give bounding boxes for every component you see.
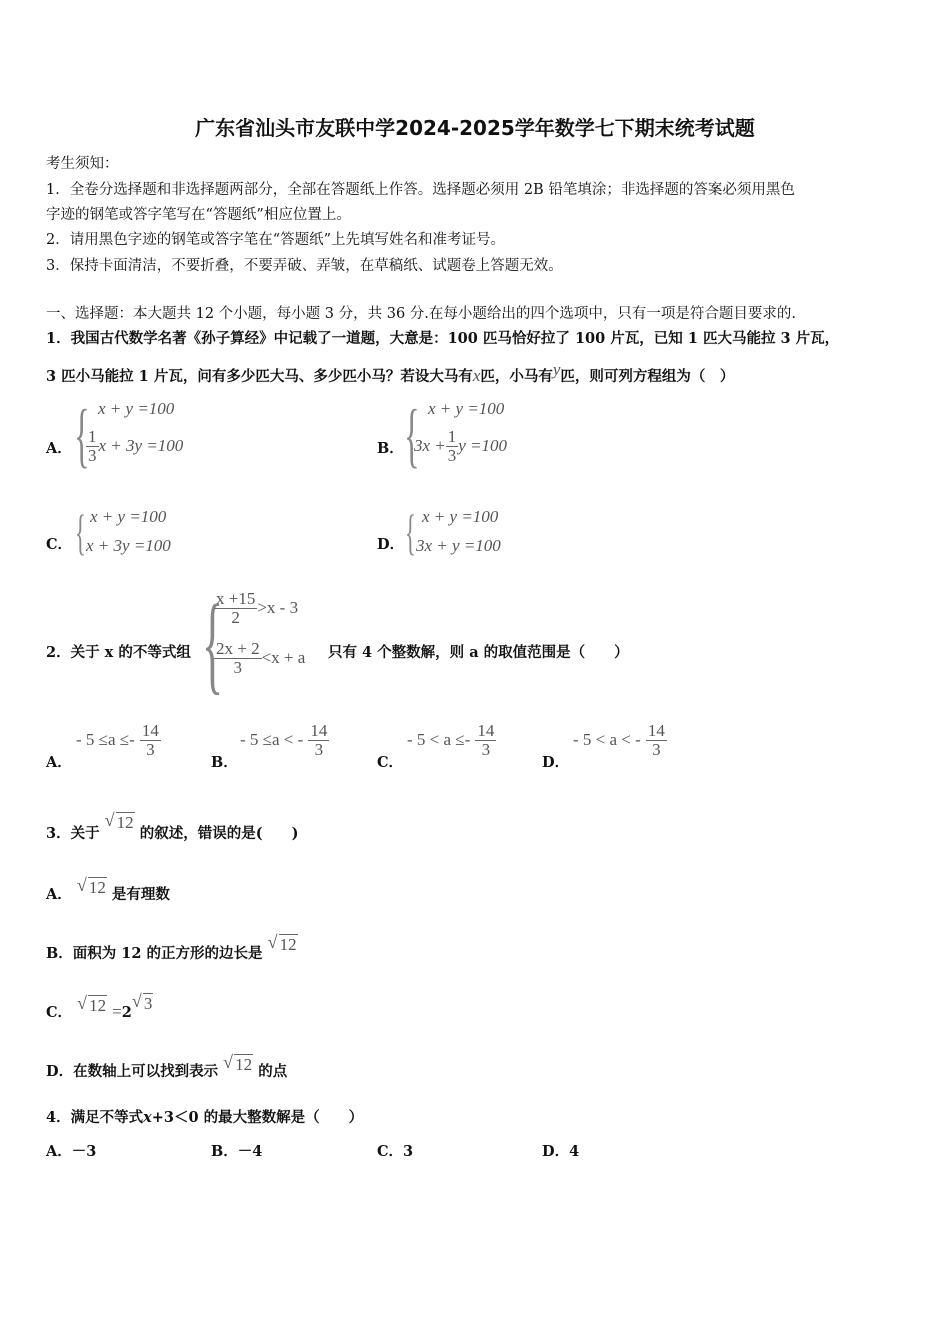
q2-a-expr: - 5 ≤a ≤- $\frac{14}{3}$ — [76, 721, 159, 759]
q1-b-eq2: 3x + $\frac{1}{3}$ y =100 — [414, 427, 508, 465]
q2-option-a-label[interactable]: A． — [46, 754, 72, 771]
q1-stem-line1: 1．我国古代数学名著《孙子算经》中记载了一道题，大意是：100 匹马恰好拉了 100 片瓦，已知 1 匹大马能拉 3 片瓦， — [46, 330, 840, 347]
brace-icon: { — [405, 504, 416, 560]
brace-icon: { — [202, 582, 224, 704]
q2-stem-prefix: 2．关于 x 的不等式组 — [46, 644, 191, 661]
brace-icon: { — [74, 395, 90, 475]
notice-line-1a: 1．全卷分选择题和非选择题两部分，全部在答题纸上作答。选择题必须用 2B 铅笔填涂；非选择题的答案必须用黑色 — [46, 182, 795, 198]
q1-option-c-label[interactable]: C． — [46, 536, 73, 553]
q2-b-expr: - 5 ≤a < - $\frac{14}{3}$ — [240, 721, 328, 759]
var-x: x — [472, 366, 481, 385]
q4-option-a[interactable]: A．－3 — [46, 1143, 97, 1160]
q2-inequality-1: $\frac{x +15}{2}$ >x - 3 — [216, 589, 299, 627]
q2-option-c-label[interactable]: C． — [377, 754, 404, 771]
notice-line-3: 3．保持卡面清洁，不要折叠，不要弄破、弄皱，在草稿纸、试题卷上答题无效。 — [46, 258, 563, 274]
sqrt-3: √ 3 — [131, 991, 153, 1013]
notice-heading: 考生须知： — [46, 156, 119, 172]
q1-option-b-label[interactable]: B． — [377, 440, 404, 457]
section-heading: 一、选择题：本大题共 12 个小题，每小题 3 分，共 36 分.在每小题给出的四个选项中，只有一项是符合题目要求的. — [46, 306, 796, 322]
sqrt-12: √ 12 — [76, 875, 106, 897]
sqrt-12: √ 12 — [77, 993, 107, 1015]
q1-d-eq2: 3x + y =100 — [416, 536, 501, 555]
q4-option-c[interactable]: C．3 — [377, 1143, 414, 1160]
q4-stem: 4．满足不等式x+3＜0 的最大整数解是（ ） — [46, 1109, 364, 1126]
sqrt-12: √ 12 — [104, 810, 134, 832]
q2-d-expr: - 5 < a < - $\frac{14}{3}$ — [573, 721, 665, 759]
brace-icon: { — [75, 504, 86, 560]
q3-stem: 3．关于 √ 12 的叙述，错误的是( ) — [46, 810, 299, 842]
q2-stem-suffix: 只有 4 个整数解，则 a 的取值范围是（ ） — [328, 644, 629, 661]
q3-option-a[interactable]: A． √ 12 是有理数 — [46, 875, 170, 903]
q2-option-b-label[interactable]: B． — [211, 754, 238, 771]
q3-option-d[interactable]: D．在数轴上可以找到表示 √ 12 的点 — [46, 1052, 288, 1080]
q1-b-eq1: x + y =100 — [428, 399, 505, 418]
q1-option-a-label[interactable]: A． — [46, 440, 72, 457]
q1-stem-line2: 3 匹小马能拉 1 片瓦，问有多少匹大马、多少匹小马？若设大马有x匹，小马有y匹，则可列方程组为（ ） — [46, 360, 735, 385]
brace-icon: { — [404, 395, 420, 475]
q1-a-eq1: x + y =100 — [98, 399, 175, 418]
q1-c-eq1: x + y =100 — [90, 507, 167, 526]
q4-option-b[interactable]: B．－4 — [211, 1143, 263, 1160]
q3-option-b[interactable]: B．面积为 12 的正方形的边长是 √ 12 — [46, 932, 297, 962]
notice-line-2: 2．请用黑色字迹的钢笔或答字笔在“答题纸”上先填写姓名和准考证号。 — [46, 232, 506, 248]
q1-d-eq1: x + y =100 — [422, 507, 499, 526]
var-y: y — [552, 360, 561, 379]
q4-option-d[interactable]: D．4 — [542, 1143, 580, 1160]
notice-line-1b: 字迹的钢笔或答字笔写在“答题纸”相应位置上。 — [46, 207, 351, 223]
page-title: 广东省汕头市友联中学2024-2025学年数学七下期末统考试题 — [195, 116, 755, 140]
q1-c-eq2: x + 3y =100 — [86, 536, 171, 555]
sqrt-12: √ 12 — [223, 1052, 253, 1074]
q2-option-d-label[interactable]: D． — [542, 754, 570, 771]
sqrt-12: √ 12 — [267, 932, 297, 954]
q1-a-eq2: $\frac{1}{3}$ x + 3y =100 — [88, 427, 184, 465]
q3-option-c[interactable]: C． √ 12 =2 √ 3 — [46, 991, 153, 1021]
q1-option-d-label[interactable]: D． — [377, 536, 405, 553]
q2-c-expr: - 5 < a ≤- $\frac{14}{3}$ — [407, 721, 495, 759]
q2-inequality-2: $\frac{2x + 2}{3}$ <x + a — [216, 639, 306, 677]
